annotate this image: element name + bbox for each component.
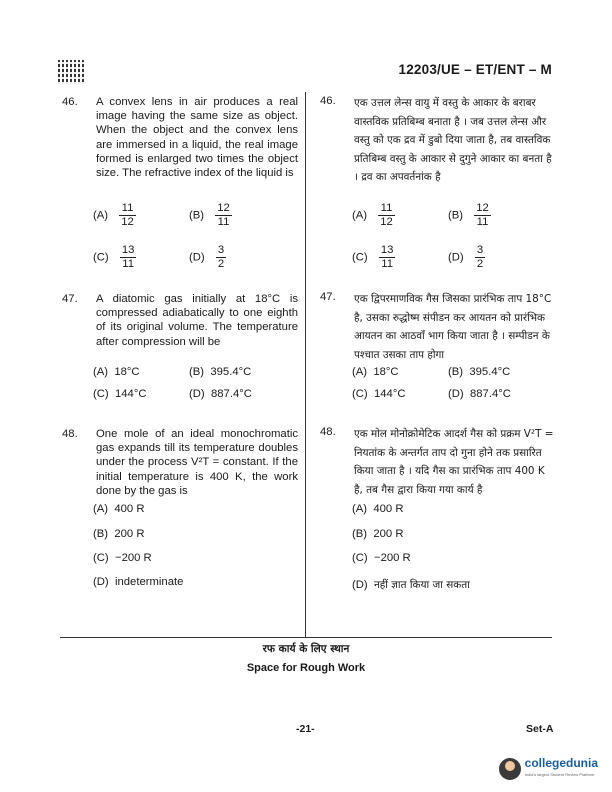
question-number: 46. bbox=[62, 96, 78, 108]
option-c[interactable]: (C) 144°C bbox=[352, 388, 406, 400]
mascot-icon bbox=[499, 758, 521, 780]
option-b[interactable]: (B) $\frac{12}{11}$ bbox=[448, 202, 489, 228]
page-number: -21- bbox=[296, 723, 315, 735]
option-a[interactable]: (A) 18°C bbox=[352, 366, 399, 378]
option-d[interactable]: (D) 887.4°C bbox=[448, 388, 511, 400]
option-b[interactable]: (B) $\frac{12}{11}$ bbox=[189, 202, 230, 228]
option-b[interactable]: (B) 395.4°C bbox=[448, 366, 511, 378]
fraction: $\frac{12}{11}$ bbox=[476, 202, 489, 228]
fraction: $\frac{3}{2}$ bbox=[476, 244, 484, 270]
option-a[interactable]: (A) $\frac{11}{12}$ bbox=[93, 202, 134, 228]
option-d[interactable]: (D) 887.4°C bbox=[189, 388, 252, 400]
option-c[interactable]: (C) $\frac{13}{11}$ bbox=[93, 244, 135, 270]
option-d[interactable]: (D) $\frac{3}{2}$ bbox=[448, 244, 484, 270]
option-a[interactable]: (A) 18°C bbox=[93, 366, 140, 378]
option-a[interactable]: (A) 400 R bbox=[352, 503, 404, 515]
logo-tagline: India's largest Student Review Platform bbox=[524, 772, 595, 777]
fraction: $\frac{11}{12}$ bbox=[380, 202, 393, 228]
rough-work-divider bbox=[60, 637, 552, 638]
question-text: एक उत्तल लेन्स वायु में वस्तु के आकार के बराबर वास्तविक प्रतिबिम्ब बनाता है । जब उत्तल लेन्स और वस्तु को एक द्रव में डुबो दिया जाता है, तब वास्तविक प्रतिबिम्ब वस्तु के आकार से दुगुने आकार का बनता है । द्रव का अपवर्तनांक है bbox=[354, 97, 552, 183]
option-b[interactable]: (B) 200 R bbox=[352, 528, 404, 540]
collegedunia-logo bbox=[499, 758, 598, 780]
paper-code: 12203/UE – ET/ENT – M bbox=[398, 62, 552, 77]
option-d[interactable]: (D) indeterminate bbox=[93, 576, 184, 588]
fraction: $\frac{13}{11}$ bbox=[121, 244, 135, 270]
rough-work-english: Space for Rough Work bbox=[246, 662, 366, 674]
question-number: 48. bbox=[320, 426, 336, 438]
question-number: 47. bbox=[62, 293, 78, 305]
option-c[interactable]: (C) $\frac{13}{11}$ bbox=[352, 244, 394, 270]
option-c[interactable]: (C) 144°C bbox=[93, 388, 147, 400]
qr-code bbox=[58, 60, 86, 84]
question-number: 48. bbox=[62, 428, 78, 440]
fraction: $\frac{11}{12}$ bbox=[121, 202, 134, 228]
question-number: 46. bbox=[320, 95, 336, 107]
question-text: एक द्विपरमाणविक गैस जिसका प्रारंभिक ताप 18°C है, उसका रुद्धोष्म संपीडन कर आयतन को प्रारंभिक आयतन का आठवाँ भाग किया जाता है । सम्पीडन के पश्चात उसका ताप होगा bbox=[354, 293, 552, 361]
set-label: Set-A bbox=[526, 723, 554, 735]
question-text: One mole of an ideal monochromatic gas expands till its temperature doubles under the process V²T = constant. If the initial temperature is 400 K, the work done by the gas is bbox=[96, 428, 298, 497]
logo-name: collegedunia bbox=[524, 756, 598, 770]
fraction: $\frac{3}{2}$ bbox=[217, 244, 225, 270]
option-a[interactable]: (A) $\frac{11}{12}$ bbox=[352, 202, 393, 228]
question-number: 47. bbox=[320, 291, 336, 303]
column-divider bbox=[305, 92, 306, 637]
option-a[interactable]: (A) 400 R bbox=[93, 503, 145, 515]
question-text: A convex lens in air produces a real image having the same size as object. When the object and the convex lens are immersed in a liquid, the real image formed is enlarged two times the object size. The refractive index of the liquid is bbox=[96, 96, 298, 180]
fraction: $\frac{12}{11}$ bbox=[217, 202, 230, 228]
option-d[interactable]: (D) $\frac{3}{2}$ bbox=[189, 244, 225, 270]
option-b[interactable]: (B) 395.4°C bbox=[189, 366, 252, 378]
option-b[interactable]: (B) 200 R bbox=[93, 528, 145, 540]
rough-work-hindi: रफ कार्य के लिए स्थान bbox=[262, 643, 350, 655]
option-c[interactable]: (C) −200 R bbox=[93, 552, 152, 564]
question-text: एक मोल मोनोक्रोमेटिक आदर्श गैस को प्रक्रम V²T = नियतांक के अन्तर्गत ताप दो गुना होने तक प्रसारित किया जाता है । यदि गैस का प्रारंभिक ताप 400 K है, तब गैस द्वारा किया गया कार्य है bbox=[354, 428, 554, 496]
question-text: A diatomic gas initially at 18°C is compressed adiabatically to one eighth of its original volume. The temperature after compression will be bbox=[96, 293, 298, 348]
option-c[interactable]: (C) −200 R bbox=[352, 552, 411, 564]
fraction: $\frac{13}{11}$ bbox=[380, 244, 394, 270]
option-d[interactable]: (D) नहीं ज्ञात किया जा सकता bbox=[352, 579, 470, 591]
